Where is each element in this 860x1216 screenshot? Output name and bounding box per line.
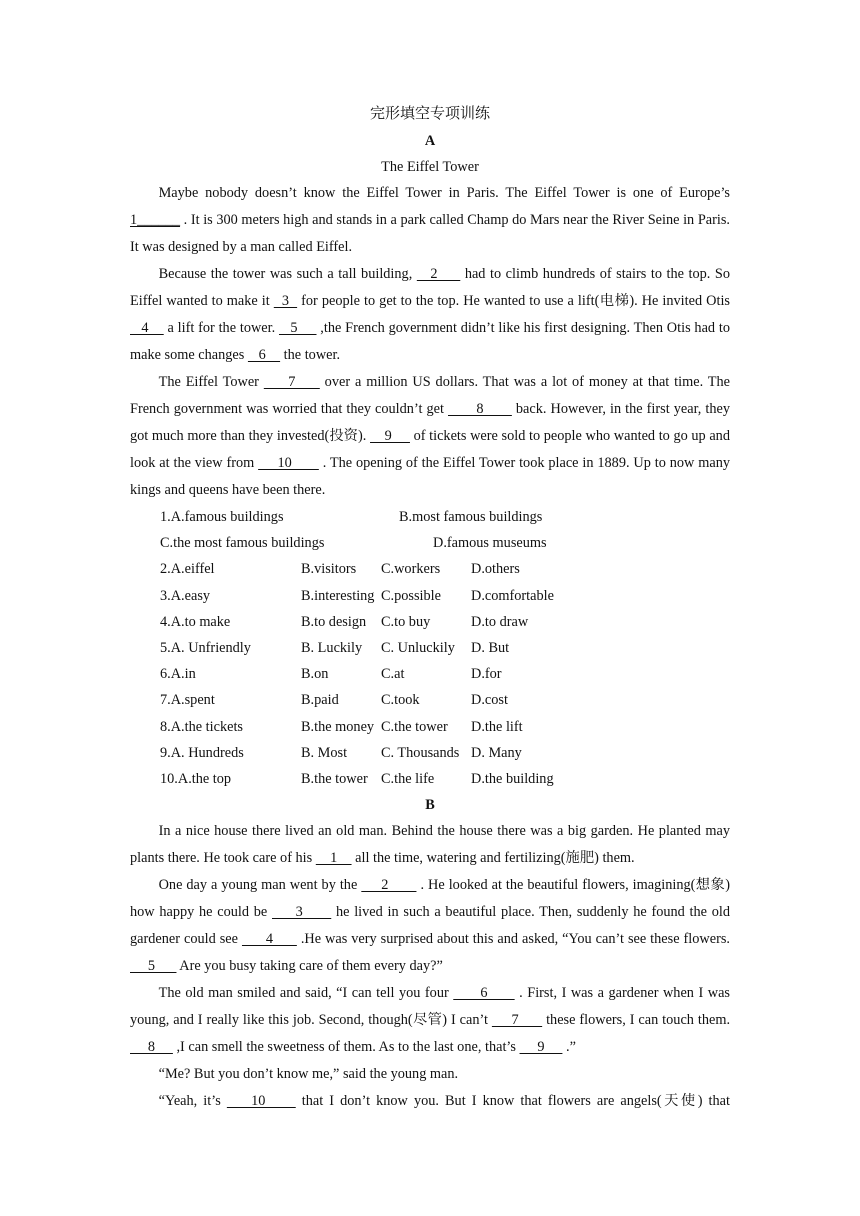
passage-text: the tower. [280, 347, 341, 363]
option-choice: D.the building [471, 770, 554, 787]
option-choice: C.possible [381, 587, 441, 604]
section-b-label: B [425, 797, 435, 814]
blank: 5 [278, 320, 317, 336]
option-choice: D.the lift [471, 718, 523, 735]
option-choice: D. But [471, 639, 510, 656]
blank: 1 [315, 850, 352, 867]
option-choice: 1.A.famous buildings [160, 509, 284, 525]
blank: 6 [247, 347, 281, 363]
option-choice: 8.A.the tickets [160, 718, 243, 735]
passage-text: Because the tower was such a tall building, [158, 266, 417, 282]
blank: 7 [491, 1012, 543, 1029]
section-a-options [130, 504, 730, 792]
option-choice: D.comfortable [471, 587, 554, 604]
blank: 4 [241, 931, 297, 948]
option-choice: B.interesting [301, 587, 375, 604]
option-choice: 5.A. Unfriendly [160, 639, 251, 656]
option-choice: D.others [471, 561, 520, 578]
blank: 2 [361, 877, 417, 894]
option-choice: 4.A.to make [160, 613, 231, 630]
option-choice: B.visitors [301, 561, 357, 578]
passage-text: The old man smiled and said, “I can tell you four [158, 985, 454, 1002]
option-choice: 7.A.spent [160, 692, 215, 709]
passage-paragraph [130, 369, 730, 504]
document-page [130, 100, 730, 1115]
option-choice: C.at [381, 666, 405, 683]
passage-text: he lived in such a beautiful place. Then, suddenly he found the old gardener could see [130, 904, 731, 948]
passage-paragraph [130, 1088, 730, 1115]
option-choice: B.the tower [301, 770, 368, 787]
passage-paragraph [130, 261, 730, 369]
option-row [130, 530, 730, 556]
option-choice: D.cost [471, 692, 508, 709]
blank: 6 [453, 985, 515, 1002]
passage-text: Maybe nobody doesn’t know the Eiffel Tower in Paris. The Eiffel Tower is one of Europe’s [158, 185, 730, 201]
passage-text: . The opening of the Eiffel Tower took place in 1889. Up to now many kings and queens have been there. [130, 455, 730, 498]
blank: 4 [130, 320, 164, 336]
blank: 7 [263, 374, 320, 390]
passage-text: . He looked at the beautiful flowers, imagining(想象) how happy he could be [130, 877, 731, 921]
option-row [130, 661, 730, 687]
section-a-label: A [424, 133, 436, 149]
blank: 3 [272, 904, 332, 921]
option-choice: 6.A.in [160, 666, 196, 683]
option-choice: 3.A.easy [160, 587, 211, 604]
passage-paragraph [130, 872, 730, 980]
passage-text: a lift for the tower. [163, 320, 279, 336]
section-b-passage [130, 818, 730, 1115]
option-choice: B.on [301, 666, 329, 683]
option-choice: B.most famous buildings [399, 509, 543, 525]
option-row [130, 740, 730, 766]
blank: 5 [130, 958, 177, 975]
option-choice: D.famous museums [433, 535, 547, 552]
option-choice: C. Unluckily [381, 639, 455, 656]
blank: 9 [519, 1039, 563, 1056]
option-choice: C.workers [381, 561, 441, 578]
passage-text: of tickets were sold to people who wanted to go up and look at the view from [130, 428, 730, 471]
blank: 1______ [130, 212, 181, 228]
option-row [130, 583, 730, 609]
option-choice: 9.A. Hundreds [160, 744, 244, 761]
passage-text: over a million US dollars. That was a lot of money at that time. The French government was worried that they couldn’t get [130, 374, 731, 417]
passage-text: all the time, watering and fertilizing(施肥) them. [351, 850, 635, 867]
blank: 10 [258, 455, 319, 471]
option-choice: C.the tower [381, 718, 448, 735]
option-choice: D.for [471, 666, 502, 683]
option-row [130, 766, 730, 792]
passage-text: these flowers, I can touch them. [542, 1012, 731, 1029]
passage-text: “Me? But you don’t know me,” said the young man. [158, 1066, 459, 1083]
option-choice: B. Most [301, 744, 348, 761]
option-choice: B.paid [301, 692, 339, 709]
option-choice: D.to draw [471, 613, 529, 630]
option-row [130, 687, 730, 713]
option-row [130, 556, 730, 582]
blank: 2 [416, 266, 461, 282]
passage-text: ,I can smell the sweetness of them. As to the last one, that’s [172, 1039, 520, 1056]
passage-paragraph [130, 1061, 730, 1088]
passage-text: In a nice house there lived an old man. Behind the house there was a big garden. He planted may plants there. He took care of his [130, 823, 730, 867]
option-choice: B.to design [301, 613, 367, 630]
blank: 8 [448, 401, 512, 417]
option-choice: 2.A.eiffel [160, 561, 215, 578]
passage-text: for people to get to the top. He wanted to use a lift(电梯). He invited Otis [297, 293, 730, 309]
option-choice: B.the money [301, 718, 375, 735]
option-choice: B. Luckily [301, 639, 363, 656]
passage-text: The Eiffel Tower [158, 374, 264, 390]
passage-paragraph [130, 980, 730, 1061]
blank: 9 [370, 428, 410, 444]
option-choice: C. Thousands [381, 744, 460, 761]
passage-text: that I don’t know you. But I know that flowers are angels(天使) that [295, 1093, 730, 1110]
option-choice: D. Many [471, 744, 522, 761]
option-row [130, 504, 730, 530]
option-choice: C.the life [381, 770, 435, 787]
doc-title: 完形填空专项训练 [369, 106, 490, 122]
option-row [130, 635, 730, 661]
blank: 10 [226, 1093, 296, 1110]
blank: 8 [130, 1039, 173, 1056]
section-a-subtitle: The Eiffel Tower [381, 159, 479, 175]
option-choice: C.to buy [381, 613, 431, 630]
passage-paragraph [130, 180, 730, 261]
option-choice: 10.A.the top [160, 770, 232, 787]
option-choice: C.took [381, 692, 420, 709]
passage-text: . First, I was a gardener when I was young, and I really like this job. Second, though(尽管) I can’t [130, 985, 730, 1029]
option-row [130, 609, 730, 635]
passage-text: .” [562, 1039, 576, 1056]
passage-text: One day a young man went by the [158, 877, 362, 894]
passage-text: . It is 300 meters high and stands in a park called Champ do Mars near the River Seine in Paris. It was designed by a man called Eiffel. [130, 212, 730, 255]
section-a-passage [130, 180, 730, 504]
passage-text: ,the French government didn’t like his first designing. Then Otis had to make some changes [130, 320, 730, 363]
option-choice: C.the most famous buildings [160, 535, 325, 552]
passage-text: “Yeah, it’s [158, 1093, 227, 1110]
passage-text: Are you busy taking care of them every day?” [176, 958, 443, 975]
passage-text: back. However, in the first year, they got much more than they invested(投资). [130, 401, 731, 444]
passage-text: .He was very surprised about this and asked, “You can’t see these flowers. [296, 931, 730, 948]
passage-paragraph [130, 818, 730, 872]
blank: 3 [273, 293, 298, 309]
option-row [130, 714, 730, 740]
passage-text: had to climb hundreds of stairs to the top. So Eiffel wanted to make it [130, 266, 730, 309]
